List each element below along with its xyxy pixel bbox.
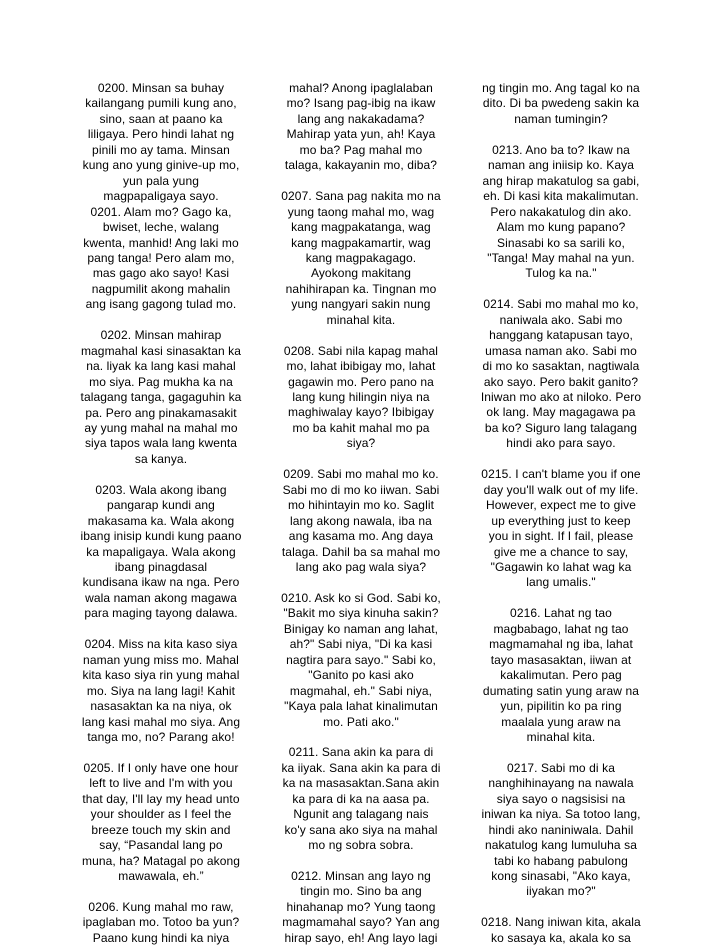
text-line: minahal kita. [326,312,396,327]
paragraph-gap [467,745,655,760]
text-line: ko sasaya ka, akala ko sa [491,930,631,945]
text-line: Mahirap yata yun, ah! Kaya [286,127,436,142]
text-line: kwenta, manhid! Ang laki mo [83,235,239,250]
text-line: iiyakan mo?" [526,884,596,899]
text-line: yung nangyari sakin nung [291,297,431,312]
text-line: say, “Pasandal lang po [99,838,223,853]
paragraph-gap [267,730,455,745]
text-line: ah?" Sabi niya, "Di ka kasi [289,637,433,652]
text-line: Alam mo kung papano? [496,220,626,235]
text-line: ibang pinagdasal [114,560,208,575]
text-line: Ayokong makitang [310,266,412,281]
text-line: mo. Siya na lang lagi! Kahit [86,683,236,698]
text-line: hindi ako para sayo. [506,436,616,451]
text-line: hanggang katapusan tayo, [489,328,633,343]
text-column-3 [467,81,655,946]
text-line: 0218. Nang iniwan kita, akala [481,915,641,930]
text-line: mo siya. Pag mukha ka na [89,374,233,389]
text-line: sa kanya. [134,451,188,466]
text-line: "Gagawin ko lahat wag ka [490,560,632,574]
text-line: Ngunit ang talagang nais [293,807,429,822]
text-line: kang magpakatanga, wag [291,220,431,235]
text-line: 0204. Miss na kita kaso siya [84,637,238,652]
text-line: nagtira para sayo." Sabi ko, [286,652,436,667]
text-line: maalala yung araw na [501,714,621,729]
text-line: 0212. Minsan ang layo ng [291,869,431,884]
text-line: nakatulog kang lumuluha sa [484,838,638,853]
text-line: naman ang iniisip ko. Kaya [487,158,635,173]
text-line: 0210. Ask ko si God. Sabi ko, [281,590,441,605]
text-line: Binigay ko naman ang lahat, [283,621,439,636]
text-line: ng tingin mo. Ang tagal ko na [482,81,640,95]
text-line: mo ng sobra sobra. [308,838,414,853]
text-line: dito. Di ba pwedeng sakin ka [482,96,640,111]
text-line: muna, ha? Matagal po akong [81,853,241,868]
text-line: minahal kita. [526,729,596,744]
text-line: However, expect me to give [485,498,636,513]
text-line: Iniwan mo ako at niloko. Pero [480,390,642,405]
text-line: talaga, kakayanin mo, diba? [284,158,438,173]
text-line: pa. Pero ang pinakamasakit [85,405,237,420]
text-line: nanghihinayang na nawala [488,776,634,791]
text-line: kong sinasabi, "Ako kaya, [491,869,631,884]
text-line: left to live and I'm with you [89,776,233,791]
text-line: siya tapos wala lang kwenta [84,436,238,451]
text-line: ba ko? Siguro lang talagang [484,420,638,435]
text-line: mawawala, eh.” [118,869,204,884]
text-line: tanga mo, no? Parang ako! [87,729,235,744]
text-line: lang kung hilingin niya na [292,390,430,405]
text-line: 0206. Kung mahal mo raw, [88,899,234,914]
paragraph-gap [67,745,255,760]
text-line: 0202. Minsan mahirap [100,328,222,343]
text-line: magbabago, lahat ng tao [493,621,629,636]
text-line: that day, I'll lay my head unto [82,791,240,806]
text-line: eh. Di kasi kita makalimutan. [483,189,639,204]
text-line: liligaya. Pero hindi lahat ng [87,127,235,142]
text-line: makasama ka. Wala akong [87,513,235,528]
text-line: mo? Isang pag-ibig na ikaw [286,96,436,111]
text-line: 0217. Sabi mo di ka [507,760,615,775]
text-line: naniwala ako. Sabi mo [499,312,623,327]
text-line: mo ba? Pag mahal mo [299,142,423,157]
text-line: ibang inisip kundi kung paano [80,529,242,544]
paragraph-gap [67,313,255,328]
text-line: naman tumingin? [514,111,608,126]
text-line: ka na masasaktan.Sana akin [282,776,440,791]
text-line: kailangang pumili kung ano, [85,96,237,111]
paragraph-gap [267,452,455,467]
text-line: yun, pipilitin ko pa ring [500,699,622,714]
text-line: 0215. I can't blame you if one [481,467,641,482]
text-line: umasa naman ako. Sabi mo [485,343,637,358]
text-line: "Tanga! May mahal na yun. [487,250,635,265]
text-line: magmahal kasi sinasaktan ka [80,343,242,358]
text-line: mo, lahat ibibigay mo, lahat [286,359,436,374]
text-line: ay yung mahal na mahal mo [84,420,238,435]
text-line: mo. Pati ako." [323,714,399,729]
text-line: tabi ko habang pabulong [494,853,628,868]
text-column-1 [67,81,255,946]
text-line: naman yung miss mo. Mahal [83,652,239,667]
text-line: 0213. Ano ba to? Ikaw na [492,142,630,157]
text-line: siya? [346,436,376,451]
paragraph-gap [267,854,455,869]
text-line: sino, saan at paano ka [99,111,223,126]
text-line: mo ba kahit mahal mo pa [292,420,430,435]
text-line: give me a chance to say, [493,544,629,559]
text-line: magmamahal ng iba, lahat [489,637,633,652]
text-line: lang umalis." [526,575,596,590]
paragraph-gap [267,174,455,189]
text-line: pang tanga! Pero alam mo, [87,250,235,265]
text-line: magpapaligaya sayo. [103,189,219,204]
text-line: magmamahal sayo? Yan ang [282,915,440,930]
paragraph-gap [467,591,655,606]
text-line: "Ganito po kasi ako [308,668,414,683]
text-line: ang hirap makatulog sa gabi, [482,173,640,188]
paragraph-gap [467,900,655,915]
text-line: talaga. Dahil ba sa mahal mo [281,544,441,559]
text-line: 0201. Alam mo? Gago ka, [90,204,232,219]
text-line: pinili mo ay tama. Minsan [92,142,230,157]
text-line: siya sayo o nagsisisi na [496,791,626,806]
text-column-2 [267,81,455,946]
text-line: na. liyak ka lang kasi mahal [86,359,236,374]
text-line: Pero nakakatulog din ako. [490,204,632,219]
text-line: bwiset, leche, walang [102,220,220,235]
text-line: kung ano yung ginive-up mo, [82,158,240,173]
text-line: 0200. Minsan sa buhay [97,81,225,95]
text-line: nagpumilit akong mahalin [91,281,231,296]
text-line: di mo ko sasaktan, nagtiwala [482,359,640,374]
text-line: 0205. If I only have one hour [83,760,239,775]
text-line: 0208. Sabi nila kapag mahal [283,343,439,358]
text-line: nasasaktan ka na niya, ok [90,699,232,714]
text-line: yung taong mahal mo, wag [287,204,435,219]
text-line: ka mapaligaya. Wala akong [86,544,236,559]
text-line: kang magpakamartir, wag [291,235,431,250]
text-line: ang kasama mo. Ang daya [288,529,434,544]
text-line: hirap sayo, eh! Ang layo lagi [284,930,438,945]
text-line: 0209. Sabi mo mahal mo ko. [283,467,439,482]
text-line: ang isang gagong tulad mo. [85,297,237,312]
text-line: tayo masasaktan, iiwan at [490,652,632,667]
paragraph-gap [467,282,655,297]
text-line: you in sight. If I fail, please [488,529,634,544]
text-line: ka para di ka na aasa pa. [292,791,430,806]
text-line: lang kasi mahal mo siya. Ang [81,714,241,729]
text-line: para maging tayong dalawa. [84,606,238,621]
text-line: ka iiyak. Sana akin ka para di [281,760,441,775]
text-line: wala naman akong magawa [85,590,237,605]
text-line: mas gago ako sayo! Kasi [92,266,230,281]
text-line: tingin mo. Sino ba ang [300,884,422,899]
text-line: Sabi mo di mo ko iiwan. Sabi [282,482,440,497]
text-line: kundisana ikaw na nga. Pero [82,575,240,590]
text-line: "Bakit mo siya kinuha sakin? [283,606,439,621]
text-line: hinahanap mo? Yung taong [286,899,436,914]
text-line: nahihirapan ka. Tingnan mo [285,281,437,296]
text-line: maghiwalay kayo? Ibibigay [288,405,434,420]
text-line: kang magpakagago. [305,250,417,265]
text-line: your shoulder as I feel the [90,807,232,822]
text-line: ok lang. May magagawa pa [486,405,636,420]
text-line: up everything just to keep [491,513,631,528]
text-line: 0216. Lahat ng tao [510,606,612,621]
text-line: mahal? Anong ipaglalaban [289,81,433,95]
text-line: lang ang nakakadama? [297,111,425,126]
text-line: talagang tanga, gagaguhin ka [80,390,242,405]
text-line: 0214. Sabi mo mahal mo ko, [483,297,639,312]
text-line: kakalimutan. Pero pag [500,668,622,683]
text-line: dumating satin yung araw na [482,683,640,698]
text-line: day you'll walk out of my life. [483,482,639,497]
text-line: hindi ako naniniwala. Dahil [488,822,634,837]
text-line: ipaglaban mo. Totoo ba yun? [82,915,240,930]
text-line: lang akong nawala, iba na [290,513,432,528]
text-line: breeze touch my skin and [91,822,231,837]
text-line: gagawin mo. Pero pano na [288,374,434,389]
text-line: iniwan ka niya. Sa totoo lang, [481,807,641,822]
paragraph-gap [267,328,455,343]
text-line: pangarap kundi ang [107,498,215,513]
text-line: "Kaya pala lahat kinalimutan [284,699,438,714]
text-line: Sinasabi ko sa sarili ko, [497,235,625,250]
text-line: 0207. Sana pag nakita mo na [281,189,441,204]
text-line: 0211. Sana akin ka para di [288,745,434,760]
text-line: Tulog ka na." [525,266,597,281]
paragraph-gap [67,622,255,637]
text-line: magmahal, eh." Sabi niya, [289,683,433,698]
text-line: 0203. Wala akong ibang [95,482,227,497]
text-line: ako sayo. Pero bakit ganito? [483,374,639,389]
paragraph-gap [67,885,255,900]
paragraph-gap [67,467,255,482]
paragraph-gap [267,575,455,590]
text-line: Paano kung hindi ka niya [92,930,230,945]
text-line: kita kaso siya rin yung mahal [82,668,240,683]
text-line: mo hihintayin mo ko. Saglit [287,498,435,513]
text-line: ko'y sana ako siya na mahal [284,822,438,837]
text-line: lang ako pag wala siya? [295,560,427,574]
text-line: yun pala yung [122,173,200,188]
paragraph-gap [467,127,655,142]
paragraph-gap [467,452,655,467]
